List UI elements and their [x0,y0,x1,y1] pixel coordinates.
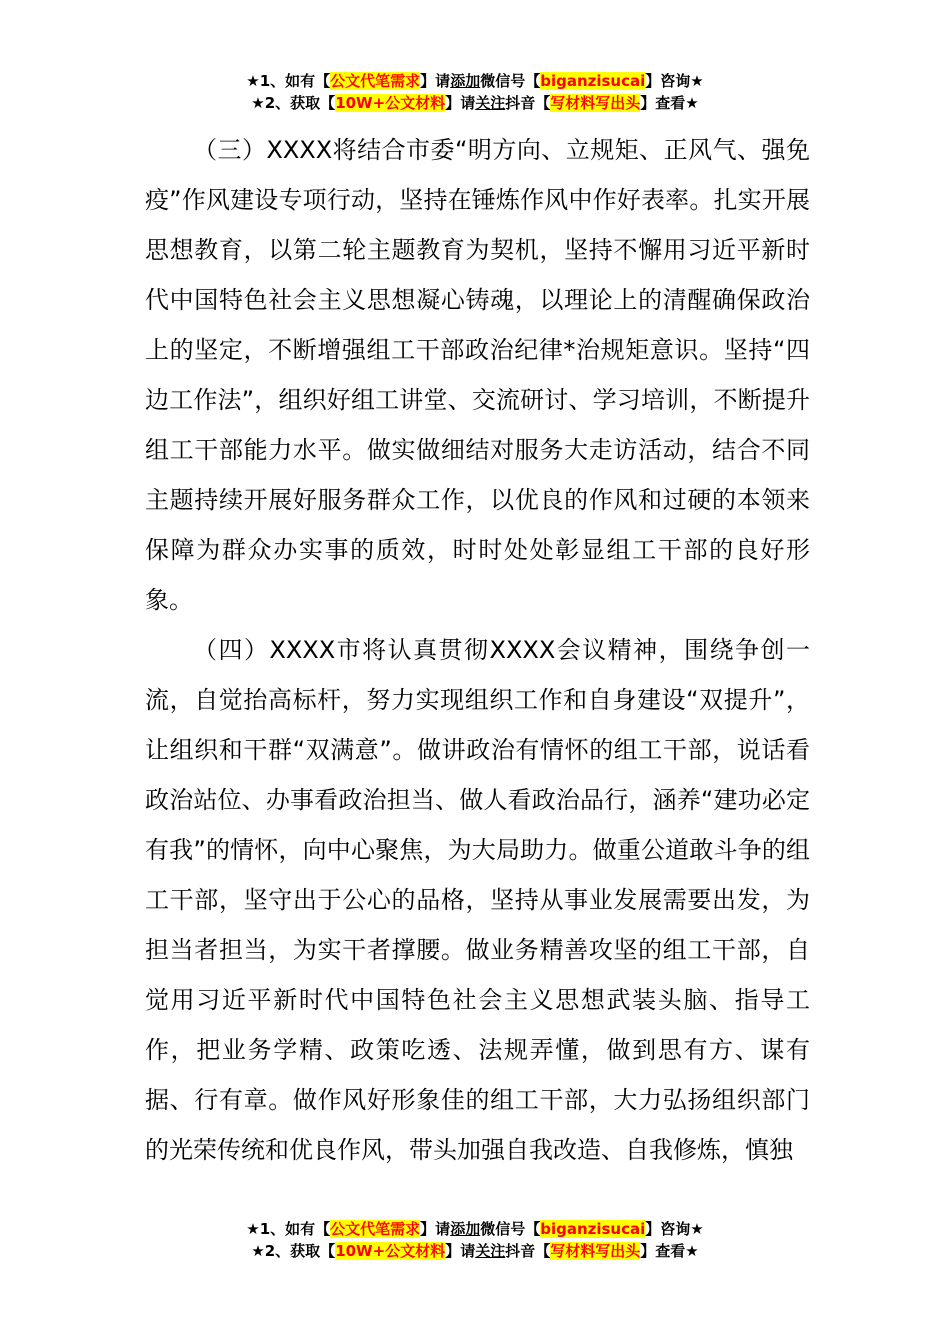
document-body [145,125,810,1175]
promo-douyin-id: 写材料写出头 [550,1242,641,1260]
promo-line-1 [0,1218,950,1240]
promo-text: 】请 [420,72,451,90]
promo-douyin-id: 写材料写出头 [550,94,641,112]
promo-underlined-text: 添加 [450,72,481,90]
paragraph-section-3: （三）XXXX将结合市委“明方向、立规矩、正风气、强免疫”作风建设专项行动，坚持在锤炼作风中作好表率。扎实开展思想教育，以第二轮主题教育为契机，坚持不懈用习近平新时代中国特色社会主义思想凝心铸魂，以理论上的清醒确保政治上的坚定，不断增强组工干部政治纪律*治规矩意识。坚持“四边工作法”，组织好组工讲堂、交流研讨、学习培训，不断提升组工干部能力水平。做实做细结对服务大走访活动，结合不同主题持续开展好服务群众工作，以优良的作风和过硬的本领来保障为群众办实事的质效，时时处处彰显组工干部的良好形象。 [145,136,810,614]
promo-highlight: 10W+公文材料 [335,94,446,112]
promo-text: 抖音【 [505,94,551,112]
promo-line-2 [0,92,950,114]
promo-text: 微信号【 [480,1220,541,1238]
promo-highlight: 公文代笔需求 [330,72,421,90]
promo-text: 】请 [445,94,476,112]
promo-text: 抖音【 [505,1242,551,1260]
promo-text: 】咨询★ [645,1220,704,1238]
header-promo-banner [0,70,950,114]
promo-text: ★2、获取【 [251,1242,336,1260]
paragraph-section-4: （四）XXXX市将认真贯彻XXXX会议精神，围绕争创一流，自觉抬高标杆，努力实现组织工作和自身建设“双提升”，让组织和干群“双满意”。做讲政治有情怀的组工干部，说话看政治站位、办事看政治担当、做人看政治品行，涵养“建功必定有我”的情怀，向中心聚焦，为大局助力。做重公道敢斗争的组工干部，坚守出于公心的品格，坚持从事业发展需要出发，为担当者担当，为实干者撑腰。做业务精善攻坚的组工干部，自觉用习近平新时代中国特色社会主义思想武装头脑、指导工作，把业务学精、政策吃透、法规弄懂，做到思有方、谋有据、行有章。做作风好形象佳的组工干部，大力弘扬组织部门的光荣传统和优良作风，带头加强自我改造、自我修炼，慎独 [145,636,810,1164]
promo-underlined-text: 添加 [450,1220,481,1238]
promo-line-1 [0,70,950,92]
promo-wechat-id: biganzisucai [540,1220,646,1238]
promo-underlined-text: 关注 [475,1242,506,1260]
promo-text: 】查看★ [640,94,699,112]
promo-text: 】咨询★ [645,72,704,90]
promo-wechat-id: biganzisucai [540,72,646,90]
promo-line-2 [0,1240,950,1262]
footer-promo-banner [0,1218,950,1262]
promo-text: ★1、如有【 [246,72,331,90]
promo-text: 】请 [445,1242,476,1260]
promo-highlight: 10W+公文材料 [335,1242,446,1260]
promo-text: ★2、获取【 [251,94,336,112]
promo-text: 微信号【 [480,72,541,90]
promo-highlight: 公文代笔需求 [330,1220,421,1238]
promo-text: 】请 [420,1220,451,1238]
promo-text: 】查看★ [640,1242,699,1260]
promo-underlined-text: 关注 [475,94,506,112]
promo-text: ★1、如有【 [246,1220,331,1238]
